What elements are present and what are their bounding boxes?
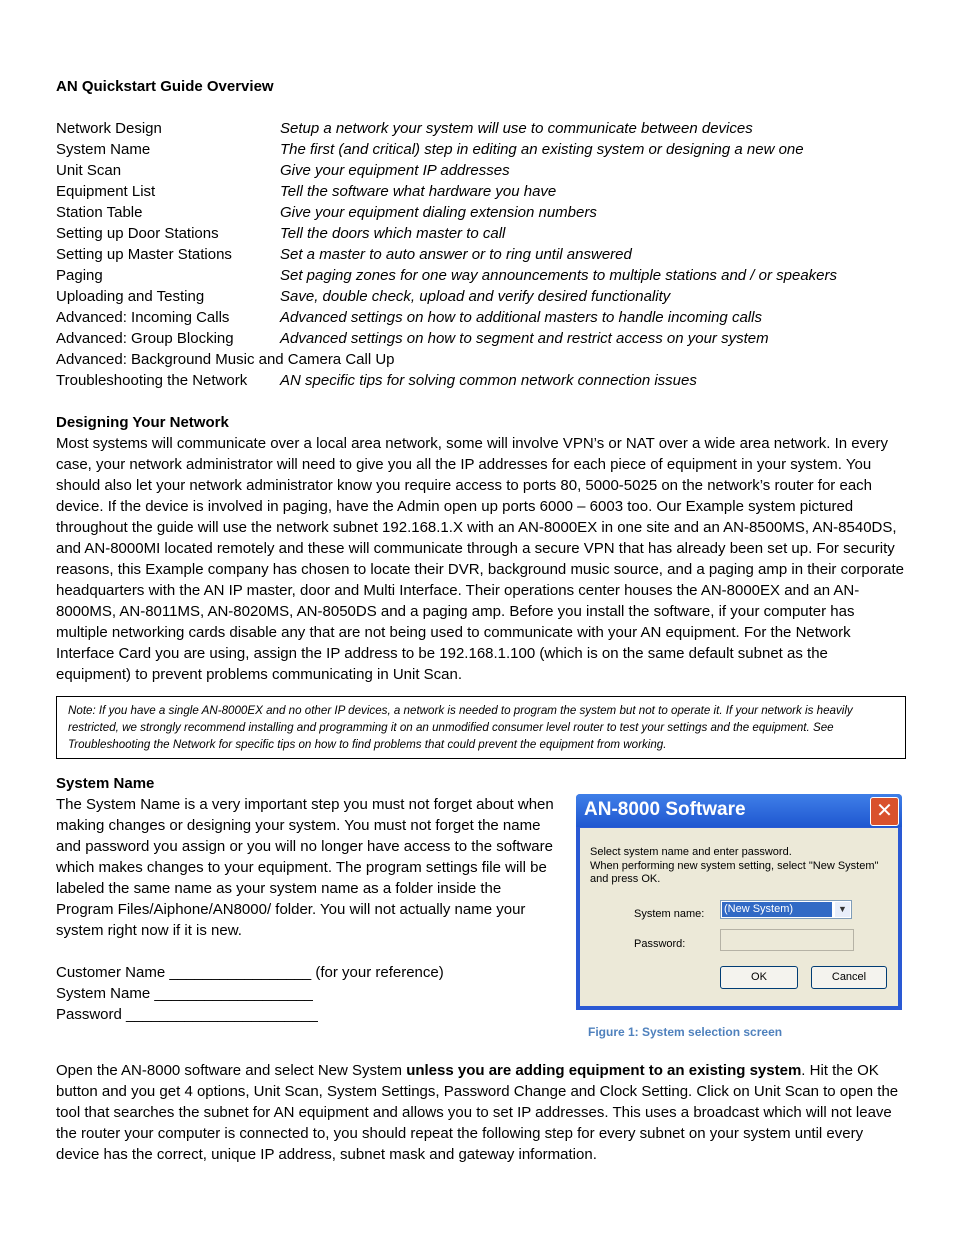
toc-desc: Save, double check, upload and verify desired functionality	[280, 288, 671, 305]
toc-row	[56, 265, 906, 286]
dialog-titlebar	[576, 794, 902, 827]
toc-label: Advanced: Incoming Calls	[56, 309, 230, 326]
toc-row	[56, 118, 906, 139]
dialog-title: AN-8000 Software	[584, 799, 746, 820]
closing-text-end: . Hit the OK button and you get 4 options, Unit Scan, System Settings, Password Change and Clock Setting. Click on Unit Scan to open the tool that searches the subnet for AN equipment and allows you to set IP addresses. This uses a broadcast which will not leave the router your computer is connected to, you should repeat the following step for every subnet on your system until every device has the correct, unique IP address, subnet mask and gateway information.	[56, 1062, 899, 1163]
dialog-instruction: When performing new system setting, select "New System" and press OK.	[590, 860, 879, 885]
system-name-body: The System Name is a very important step you must not forget about when making changes or designing your system. You must not forget the name and password you assign or you will no longer have access to the software which makes changes to your equipment. The program settings file will be labeled the same name as your system name as a folder inside the Program Files/Aiphone/AN8000/ folder. You will not actually name your system right now if it is new.	[56, 796, 554, 939]
system-name-value: (New System)	[722, 902, 832, 917]
closing-text-start: Open the AN-8000 software and select New System	[56, 1062, 407, 1079]
dialog-client	[580, 828, 898, 1006]
overview-heading: AN Quickstart Guide Overview	[56, 78, 274, 95]
toc-row	[56, 286, 906, 307]
toc-label: Troubleshooting the Network	[56, 372, 248, 389]
toc-desc: Tell the software what hardware you have	[280, 183, 557, 200]
toc-row	[56, 139, 906, 160]
system-name-heading: System Name	[56, 775, 155, 792]
figure-caption: Figure 1: System selection screen	[588, 1025, 783, 1039]
password-input[interactable]	[720, 929, 854, 951]
toc-row	[56, 181, 906, 202]
dialog-message: Select system name and enter password.	[590, 846, 792, 858]
document-page	[56, 76, 906, 1173]
toc-row	[56, 160, 906, 181]
toc-label: Network Design	[56, 120, 162, 137]
toc-label: Advanced: Background Music and Camera Call Up	[56, 351, 395, 368]
toc-label: Setting up Master Stations	[56, 246, 232, 263]
toc-label: Station Table	[56, 204, 143, 221]
password-line: Password _______________________	[56, 1006, 318, 1023]
customer-name-line: Customer Name _________________ (for your reference)	[56, 964, 444, 981]
toc-desc: Give your equipment dialing extension numbers	[280, 204, 597, 221]
toc-row	[56, 202, 906, 223]
close-icon[interactable]: ✕	[870, 797, 899, 826]
toc-desc: Set paging zones for one way announcements to multiple stations and / or speakers	[280, 267, 837, 284]
closing-emphasis: unless you are adding equipment to an existing system	[406, 1062, 802, 1079]
password-label: Password:	[634, 938, 686, 950]
toc-row	[56, 223, 906, 244]
toc-label: Paging	[56, 267, 103, 284]
network-note: Note: If you have a single AN-8000EX and no other IP devices, a network is needed to program the system but not to operate it. If your network is heavily restricted, we strongly recommend installing and programming it on an unmodified consumer level router to test your settings and the equipment. See Troubleshooting the Network for specific tips on how to find problems that could prevent the equipment from working.	[56, 696, 906, 759]
toc-label: Advanced: Group Blocking	[56, 330, 234, 347]
system-select-dialog	[576, 794, 902, 1010]
ok-button[interactable]: OK	[720, 966, 798, 989]
toc-desc: Set a master to auto answer or to ring until answered	[280, 246, 632, 263]
toc-desc: Tell the doors which master to call	[280, 225, 506, 242]
toc-desc: Setup a network your system will use to communicate between devices	[280, 120, 753, 137]
overview-table	[56, 118, 906, 391]
toc-label: System Name	[56, 141, 151, 158]
toc-label: Setting up Door Stations	[56, 225, 219, 242]
toc-label: Unit Scan	[56, 162, 122, 179]
toc-row	[56, 370, 906, 391]
figure-system-selection	[576, 794, 904, 1043]
network-body: Most systems will communicate over a local area network, some will involve VPN’s or NAT over a wide area network. In every case, your network administrator will need to give you all the IP addresses for each piece of equipment in your system. You should also let your network administrator know you require access to ports 80, 5000-5025 on the network’s router for each device. If the device is involved in paging, have the Admin open up ports 6000 – 6003 too. Our Example system pictured throughout the guide will use the network subnet 192.168.1.X with an AN-8000EX in one site and an AN-8500MS, AN-8540DS, and AN-8000MI located remotely and these will communicate through a secure VPN that has already been set up. For security reasons, this Example company has chosen to locate their DVR, background music source, and a paging amp in their corporate headquarters with the AN IP master, door and Multi Interface. Their operations center houses the AN-8000EX and an AN-8000MS, AN-8011MS, AN-8020MS, AN-8050DS and a paging amp. Before you install the software, if your computer has multiple networking cards disable any that are not being used to communicate with your AN equipment. For the Network Interface Card you are using, assign the IP address to be 192.168.1.100 (which is on the same default subnet as the equipment) to prevent problems communicating in Unit Scan.	[56, 435, 904, 683]
toc-row	[56, 328, 906, 349]
toc-desc: The first (and critical) step in editing an existing system or designing a new one	[280, 141, 804, 158]
toc-row	[56, 244, 906, 265]
toc-label: Equipment List	[56, 183, 156, 200]
system-name-select[interactable]	[720, 900, 852, 919]
network-heading: Designing Your Network	[56, 414, 229, 431]
cancel-button[interactable]: Cancel	[811, 966, 887, 989]
toc-label: Uploading and Testing	[56, 288, 205, 305]
system-name-label: System name:	[634, 908, 705, 920]
toc-row	[56, 307, 906, 328]
closing-paragraph	[56, 1060, 906, 1165]
chevron-down-icon[interactable]: ▼	[835, 902, 850, 917]
system-name-line: System Name ___________________	[56, 985, 313, 1002]
toc-desc: AN specific tips for solving common network connection issues	[280, 372, 697, 389]
toc-desc: Advanced settings on how to additional masters to handle incoming calls	[280, 309, 762, 326]
toc-row	[56, 349, 906, 370]
toc-desc: Give your equipment IP addresses	[280, 162, 510, 179]
toc-desc: Advanced settings on how to segment and restrict access on your system	[280, 330, 769, 347]
